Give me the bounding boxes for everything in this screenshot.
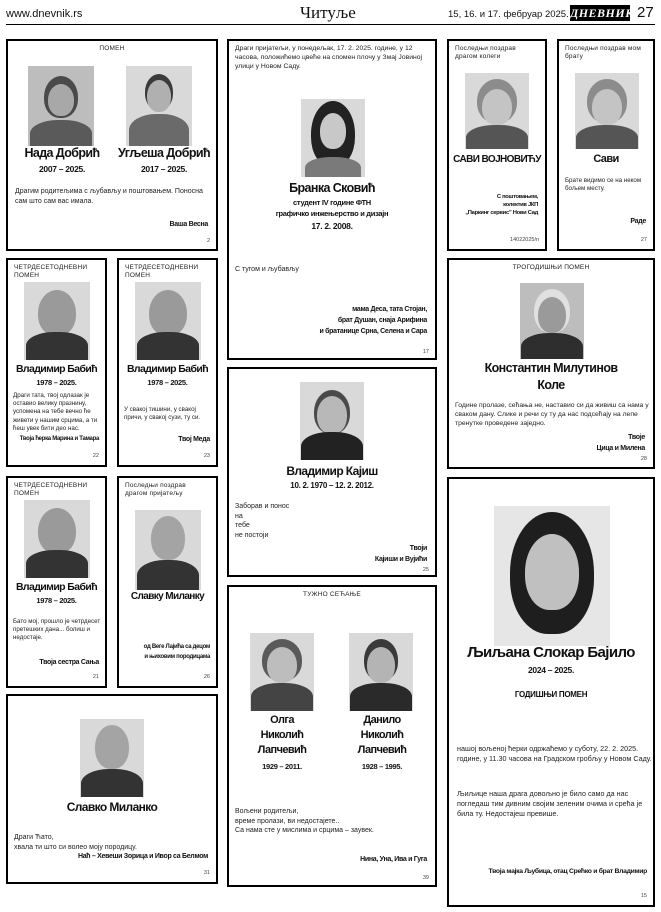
portrait-photo: [135, 282, 201, 360]
notice-number: 26: [203, 674, 210, 680]
notice-dobric: [6, 39, 218, 251]
section-title: Читуље: [300, 3, 356, 22]
issue-date: 15, 16. и 17. фебруар 2025.: [448, 9, 569, 20]
notice-signature: Наћ – Хевеши Зорица и Ивор са Белмом: [77, 853, 208, 860]
deceased-name: Владимир Бабић: [126, 363, 209, 375]
portrait-photo: [250, 633, 314, 711]
notice-signature: Твоја сестра Сања: [39, 659, 99, 666]
portrait-photo: [80, 719, 144, 797]
notice-signature: од Веге Лајића са децом: [143, 644, 210, 650]
notice-signature: Твоја ћерка Марина и Тамара: [19, 436, 99, 442]
deceased-years: 2007 – 2025.: [38, 164, 86, 174]
deceased-name: Владимир Бабић: [15, 363, 98, 375]
notice-signature: Твоја мајка Љубица, отац Срећко и брат Владимир: [488, 868, 647, 875]
notice-label: ТРОГОДИШЊИ ПОМЕН: [512, 264, 590, 271]
notice-signature: и братанице Срна, Селена и Сара: [319, 328, 427, 335]
notice-text: Бато мој, прошло је четрдесет претешких дана... болиш и недостаје.: [13, 618, 101, 642]
portrait-photo: [135, 510, 201, 590]
deceased-name: Данило: [363, 714, 401, 726]
page-number: 27: [637, 4, 654, 21]
deceased-name: Константин Милутинов: [484, 361, 618, 375]
notice-label: ТУЖНО СЕЋАЊЕ: [303, 591, 361, 598]
notice-number: 21: [92, 674, 99, 680]
deceased-name: Николић: [360, 729, 404, 741]
notice-signature: Нина, Уна, Ива и Гуга: [360, 856, 427, 863]
notice-number: 15: [640, 893, 647, 899]
deceased-name: Бранка Сковић: [289, 181, 375, 195]
deceased-detail: графичко инжењерство и дизајн: [275, 209, 389, 218]
notice-milutinov: [447, 258, 655, 469]
notice-text: Заборав и понос на тебе не постоји: [235, 503, 290, 539]
deceased-name: Владимир Кајиш: [286, 464, 378, 478]
deceased-name: Олга: [270, 714, 294, 726]
portrait-photo: [575, 73, 639, 149]
portrait-photo: [300, 382, 364, 460]
portrait-photo: [301, 99, 365, 177]
deceased-name: Славко Миланко: [66, 800, 158, 814]
deceased-years: 1928 – 1995.: [361, 762, 403, 771]
notice-vojnovic-colleagues: [447, 39, 547, 251]
notice-number: 25: [422, 567, 429, 573]
deceased-name: Николић: [260, 729, 304, 741]
notice-text: Драги Ћато, хвала ти што си волео моју породицу.: [14, 834, 137, 851]
notice-number: 23: [203, 453, 210, 459]
notice-signature: Раде: [630, 218, 646, 225]
portrait-photo: [520, 283, 584, 359]
portrait-photo: [24, 282, 90, 360]
notice-slokar-bajilo: [447, 477, 655, 907]
deceased-years: 1978 – 2025.: [36, 596, 77, 605]
notice-signature: колектив ЈКП: [503, 202, 538, 208]
notice-milanko-friend: [117, 476, 218, 688]
notice-number: 22: [92, 453, 99, 459]
newspaper-logo: ДНЕВНИК: [570, 6, 634, 20]
notice-signature: Кајиши и Вујићи: [374, 556, 427, 563]
notice-signature: и њиховим породицама: [144, 654, 210, 660]
portrait-photo: [494, 506, 610, 646]
notice-number: 31: [203, 870, 210, 876]
portrait-photo: [349, 633, 413, 711]
notice-skovic: [227, 39, 437, 360]
notice-label: Последњи поздрав драгом пријатељу: [125, 482, 186, 497]
deceased-name: Владимир Бабић: [15, 581, 98, 593]
notice-text: Драгим родитељима с љубављу и поштовањем. Поносна сам што сам вас имала.: [15, 188, 203, 205]
deceased-name: САВИ ВОЈНОВИЋУ: [453, 154, 541, 165]
page-header: [0, 0, 661, 28]
notice-signature: Твој Меда: [178, 436, 210, 443]
notice-signature: Твоје: [628, 434, 645, 441]
portrait-photo: [24, 500, 90, 578]
deceased-name: Лапчевић: [357, 744, 407, 756]
notice-signature: С поштовањем,: [496, 194, 538, 200]
notice-milanko-family: [6, 694, 218, 884]
notice-signature: „Паркинг сервис” Нови Сад: [465, 210, 538, 216]
memorial-type: ГОДИШЊИ ПОМЕН: [514, 690, 588, 699]
deceased-date: 17. 2. 2008.: [311, 221, 353, 231]
notice-vojnovic-brother: [557, 39, 655, 251]
portrait-photo: [126, 66, 192, 146]
notice-text: У свакој тишини, у свакој причи, у свакој сузи, ту си.: [124, 406, 201, 422]
deceased-years: 2024 – 2025.: [527, 665, 575, 675]
deceased-name: Лапчевић: [257, 744, 307, 756]
deceased-detail: студент IV године ФТН: [293, 198, 371, 207]
notice-label: ЧЕТРДЕСЕТОДНЕВНИ ПОМЕН: [14, 264, 88, 279]
notice-signature: брат Душан, снаја Арифина: [337, 317, 427, 324]
deceased-name: Сави: [593, 153, 619, 165]
deceased-years: 1978 – 2025.: [147, 378, 188, 387]
header-rule: [6, 24, 655, 25]
notice-label: Последњи поздрав мом брату: [565, 45, 642, 60]
portrait-photo: [465, 73, 529, 149]
notice-label: ПОМЕН: [99, 45, 125, 52]
notice-signature: Цица и Милена: [596, 445, 645, 452]
notice-label: Последњи поздрав драгом колеги: [455, 45, 516, 60]
deceased-name: Славку Миланку: [130, 591, 205, 602]
notice-label: ЧЕТРДЕСЕТОДНЕВНИ ПОМЕН: [14, 482, 88, 497]
notice-number: 14022025/п: [510, 237, 539, 243]
notice-number: 28: [640, 456, 647, 462]
deceased-name: Љиљана Слокар Бајило: [467, 644, 635, 661]
deceased-name: Нада Добрић: [24, 146, 100, 160]
notice-babic-meda: [117, 258, 218, 467]
notice-signature: Твоји: [409, 545, 427, 552]
notice-text: С тугом и љубављу: [235, 266, 299, 273]
deceased-name: Угљеша Добрић: [118, 146, 210, 160]
notice-text: Године пролазе, сећања не, наставио си да живиш са нама у сваком дану. Слике и речи су ту да нас подсећају на лепе тренутке проведене заједно.: [455, 402, 649, 428]
notice-babic-sister: [6, 476, 107, 688]
notice-number: 17: [422, 349, 429, 355]
notice-number: 2: [206, 238, 210, 244]
portrait-photo: [28, 66, 94, 146]
deceased-years: 2017 – 2025.: [140, 164, 188, 174]
notice-text: Брате видимо се на неком бољем месту.: [565, 177, 642, 192]
notice-number: 39: [422, 875, 429, 881]
notice-text: Драги тата, твој одлазак је оставио велику празнину, успомена на тебе вечно ће живети у нашим срцима, а ти ћеш увек бити део нас.: [13, 392, 98, 432]
site-url[interactable]: www.dnevnik.rs: [6, 8, 83, 20]
notice-lapcevic: [227, 585, 437, 887]
notice-text: нашој вољеној ћерки одржаћемо у суботу, 22. 2. 2025. године, у 11.30 часова на Градском гробљу у Новом Саду.: [457, 744, 652, 763]
notice-babic-daughters: [6, 258, 107, 467]
notice-label: ЧЕТРДЕСЕТОДНЕВНИ ПОМЕН: [125, 264, 199, 279]
notice-text: Драги пријатељи, у понедељак, 17. 2. 2025. године, у 12 часова, положићемо цвеће на спомен плочу у Змај Јовиној улици у Новом Саду.: [235, 45, 423, 70]
deceased-years: 1929 – 2011.: [262, 762, 302, 771]
deceased-dates: 10. 2. 1970 – 12. 2. 2012.: [290, 481, 374, 490]
notice-kajis: [227, 367, 437, 577]
deceased-nickname: Коле: [537, 378, 565, 392]
deceased-years: 1978 – 2025.: [36, 378, 77, 387]
notice-number: 27: [640, 237, 647, 243]
notice-text: Љиљице наша драга довољно је било само да нас погледаш тим дивним својим зеленим очима и срећа је била ту. Недостајеш превише.: [457, 789, 643, 818]
notice-signature: мама Деса, тата Стојан,: [352, 306, 427, 313]
notice-text: Вољени родитељи, време пролази, ви недостајете.. Са нама сте у мислима и срцима – заувек.: [235, 808, 374, 834]
notice-signature: Ваша Весна: [169, 221, 208, 228]
